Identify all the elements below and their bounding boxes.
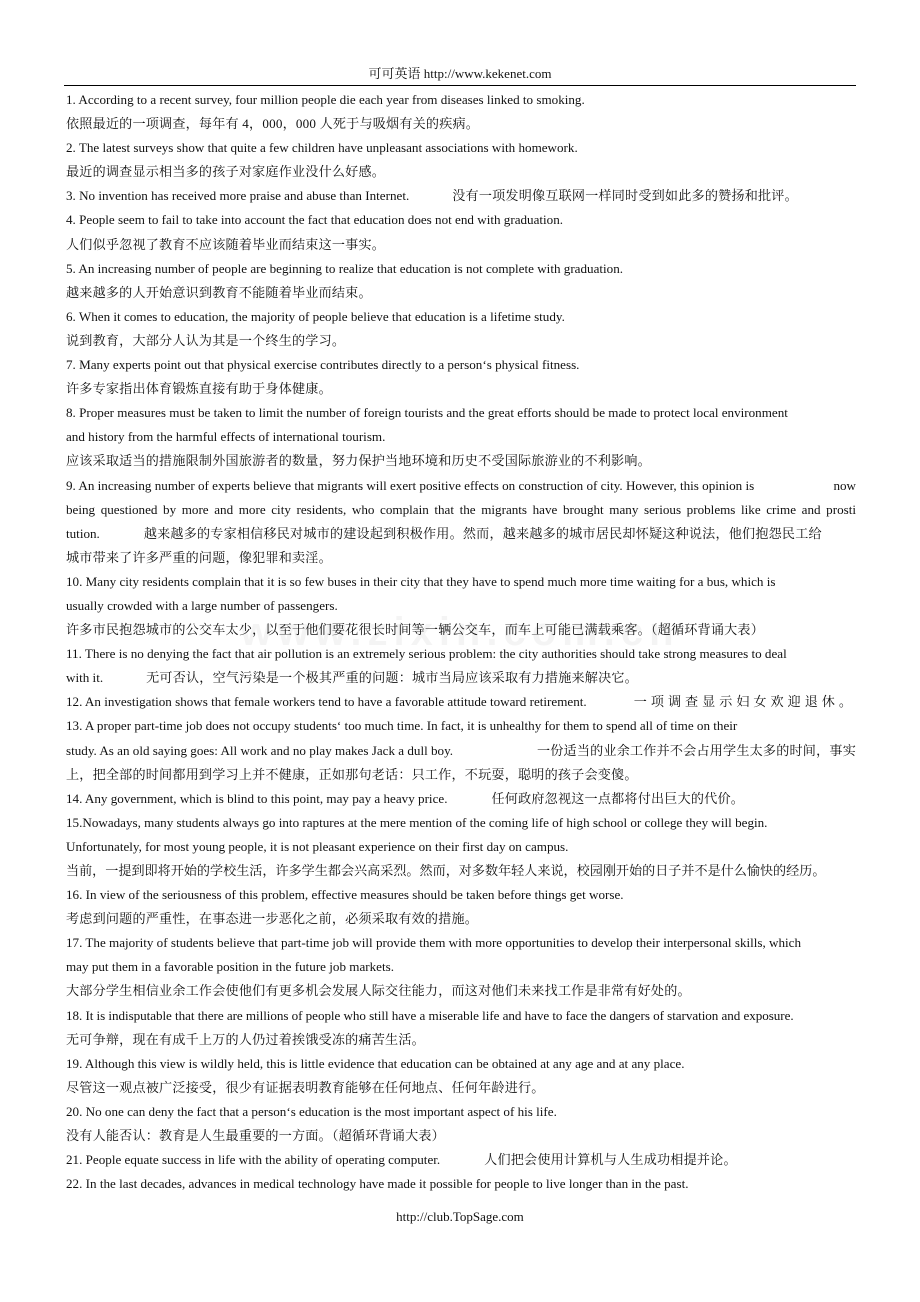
sentence-14 xyxy=(66,787,856,811)
page-footer: http://club.TopSage.com xyxy=(396,1209,524,1224)
sentence-10-en-line1: 10. Many city residents complain that it is so few buses in their city that they have to spend much more time waiting for a bus, which is xyxy=(66,573,776,589)
sentence-9-en-part2: now xyxy=(833,477,856,493)
sentence-9-line3 xyxy=(66,522,856,546)
sentence-16-zh: 考虑到问题的严重性，在事态进一步恶化之前，必须采取有效的措施。 xyxy=(66,911,479,927)
sentence-12-en: 12. An investigation shows that female workers tend to have a favorable attitude toward retirement. xyxy=(66,694,587,710)
document-body xyxy=(66,88,856,1196)
sentence-11-zh: 无可否认，空气污染是一个极其严重的问题：城市当局应该采取有力措施来解决它。 xyxy=(146,670,638,686)
sentence-13-zh-line1: 一份适当的业余工作并不会占用学生太多的时间，事实 xyxy=(536,742,856,758)
sentence-8-en-line2: and history from the harmful effects of international tourism. xyxy=(66,429,386,445)
sentence-12-zh: 一项调查显示妇女欢迎退休。 xyxy=(633,694,856,710)
page-header: 可可英语 http://www.kekenet.com xyxy=(368,66,552,81)
sentence-9-en-line1 xyxy=(66,474,856,498)
sentence-11-en-line2: with it. xyxy=(66,670,104,686)
sentence-3 xyxy=(66,184,856,208)
sentence-22-en: 22. In the last decades, advances in medical technology have made it possible for people to live longer than in the past. xyxy=(66,1176,689,1192)
sentence-10-en-line2: usually crowded with a large number of passengers. xyxy=(66,597,338,613)
sentence-7-zh: 许多专家指出体育锻炼直接有助于身体健康。 xyxy=(66,381,332,397)
sentence-19-zh: 尽管这一观点被广泛接受，很少有证据表明教育能够在任何地点、任何年龄进行。 xyxy=(66,1079,545,1095)
sentence-14-zh: 任何政府忽视这一点都将付出巨大的代价。 xyxy=(491,790,745,806)
sentence-15-en-line2: Unfortunately, for most young people, it is not pleasant experience on their first day on campus. xyxy=(66,838,569,854)
sentence-5-en: 5. An increasing number of people are beginning to realize that education is not complete with graduation. xyxy=(66,260,624,276)
sentence-5-zh: 越来越多的人开始意识到教育不能随着毕业而结束。 xyxy=(66,284,372,300)
sentence-13-en-line1: 13. A proper part-time job does not occupy students‘ too much time. In fact, it is unhealthy for them to spend all of time on their xyxy=(66,718,738,734)
sentence-15-en-line1: 15.Nowadays, many students always go into raptures at the mere mention of the coming life of high school or college they will begin. xyxy=(66,814,768,830)
sentence-4-en: 4. People seem to fail to take into account the fact that education does not end with graduation. xyxy=(66,212,564,228)
sentence-16-en: 16. In view of the seriousness of this problem, effective measures should be taken before things get worse. xyxy=(66,887,624,903)
sentence-21 xyxy=(66,1148,856,1172)
sentence-9-en-line3: tution. xyxy=(66,525,100,541)
sentence-21-zh: 人们把会使用计算机与人生成功相提并论。 xyxy=(484,1152,737,1168)
sentence-8-en-line1: 8. Proper measures must be taken to limit the number of foreign tourists and the great efforts should be made to protect local environment xyxy=(66,405,788,421)
sentence-9-zh-line1: 越来越多的专家相信移民对城市的建设起到积极作用。然而，越来越多的城市居民却怀疑这种说法，他们抱怨民工给 xyxy=(143,525,822,541)
sentence-6-zh: 说到教育，大部分人认为其是一个终生的学习。 xyxy=(66,332,346,348)
sentence-9-zh-line2: 城市带来了许多严重的问题，像犯罪和卖淫。 xyxy=(66,549,332,565)
sentence-10-zh: 许多市民抱怨城市的公交车太少，以至于他们要花很长时间等一辆公交车，而车上可能已满载乘客。（超循环背诵大表） xyxy=(66,622,765,638)
sentence-20-en: 20. No one can deny the fact that a person‘s education is the most important aspect of his life. xyxy=(66,1103,557,1119)
sentence-18-zh: 无可争辩，现在有成千上万的人仍过着挨饿受冻的痛苦生活。 xyxy=(66,1031,425,1047)
sentence-18-en: 18. It is indisputable that there are millions of people who still have a miserable life and have to face the dangers of starvation and exposure. xyxy=(66,1007,794,1023)
sentence-11-line2 xyxy=(66,666,856,690)
sentence-15-zh: 当前，一提到即将开始的学校生活，许多学生都会兴高采烈。然而，对多数年轻人来说，校园刚开始的日子并不是什么愉快的经历。 xyxy=(66,863,826,878)
sentence-3-en: 3. No invention has received more praise and abuse than Internet. xyxy=(66,188,410,204)
sentence-7-en: 7. Many experts point out that physical exercise contributes directly to a person‘s physical fitness. xyxy=(66,357,580,373)
sentence-8-zh: 应该采取适当的措施限制外国旅游者的数量，努力保护当地环境和历史不受国际旅游业的不利影响。 xyxy=(66,453,651,469)
sentence-21-en: 21. People equate success in life with the ability of operating computer. xyxy=(66,1152,441,1168)
sentence-1-en: 1. According to a recent survey, four million people die each year from diseases linked to smoking. xyxy=(66,92,585,107)
sentence-2-zh: 最近的调查显示相当多的孩子对家庭作业没什么好感。 xyxy=(66,164,386,180)
sentence-17-en-line1: 17. The majority of students believe that part-time job will provide them with more opportunities to develop their interpersonal skills, which xyxy=(66,935,802,951)
header-divider xyxy=(64,85,856,86)
sentence-17-en-line2: may put them in a favorable position in the future job markets. xyxy=(66,959,394,975)
sentence-13-line2 xyxy=(66,739,856,763)
sentence-13-en-line2: study. As an old saying goes: All work and no play makes Jack a dull boy. xyxy=(66,742,454,758)
sentence-19-en: 19. Although this view is wildly held, this is little evidence that education can be obtained at any age and at any place. xyxy=(66,1055,685,1071)
sentence-12 xyxy=(66,690,856,714)
sentence-4-zh: 人们似乎忽视了教育不应该随着毕业而结束这一事实。 xyxy=(66,236,386,252)
sentence-14-en: 14. Any government, which is blind to this point, may pay a heavy price. xyxy=(66,790,448,806)
sentence-11-en-line1: 11. There is no denying the fact that air pollution is an extremely serious problem: the city authorities should take strong measures to deal xyxy=(66,646,787,662)
sentence-1-zh: 依照最近的一项调查，每年有 4，000，000 人死于与吸烟有关的疾病。 xyxy=(66,116,480,132)
sentence-20-zh: 没有人能否认：教育是人生最重要的一方面。（超循环背诵大表） xyxy=(66,1128,445,1144)
sentence-2-en: 2. The latest surveys show that quite a few children have unpleasant associations with homework. xyxy=(66,140,578,156)
sentence-13-zh-line2: 上，把全部的时间都用到学习上并不健康，正如那句老话：只工作，不玩耍，聪明的孩子会变傻。 xyxy=(66,766,638,782)
sentence-6-en: 6. When it comes to education, the majority of people believe that education is a lifetime study. xyxy=(66,308,565,324)
sentence-9-en-line2: being questioned by more and more city residents, who complain that the migrants have brought many serious problems like crime and prosti xyxy=(66,501,856,517)
sentence-3-zh: 没有一项发明像互联网一样同时受到如此多的赞扬和批评。 xyxy=(452,188,798,204)
sentence-9-en-part1: 9. An increasing number of experts believe that migrants will exert positive effects on construction of city. However, this opinion is xyxy=(66,477,755,493)
sentence-17-zh: 大部分学生相信业余工作会使他们有更多机会发展人际交往能力，而这对他们未来找工作是非常有好处的。 xyxy=(66,983,691,999)
